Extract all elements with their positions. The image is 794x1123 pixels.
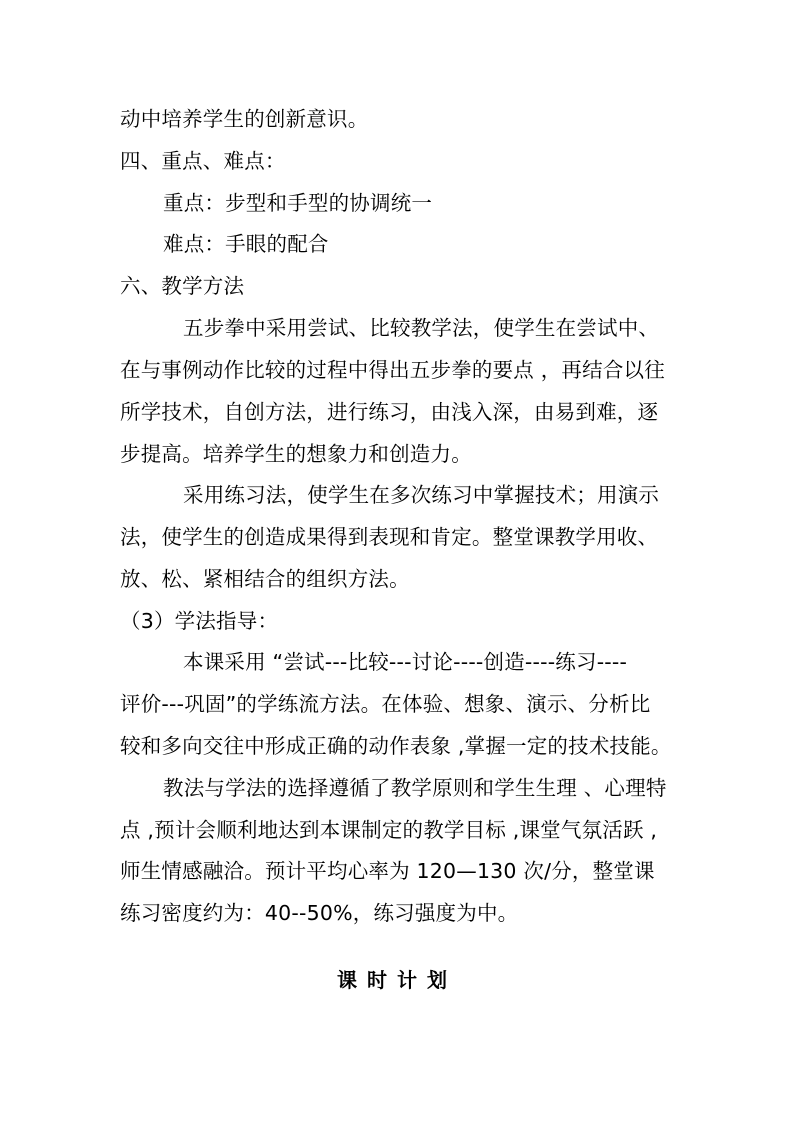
paragraph-line: 五步拳中采用尝试、比较教学法，使学生在尝试中、 <box>183 316 660 340</box>
paragraph-line: 教法与学法的选择遵循了教学原则和学生生理 、心理特 <box>163 776 667 800</box>
paragraph-line: 师生情感融洽。预计平均心率为 120—130 次/分，整堂课 <box>120 859 655 883</box>
text-line: 动中培养学生的创新意识。 <box>120 107 369 131</box>
paragraph-line: 法，使学生的创造成果得到表现和肯定。整堂课教学用收、 <box>120 525 659 549</box>
section-heading-teaching-methods: 六、教学方法 <box>120 274 245 298</box>
paragraph-line: 放、松、紧相结合的组织方法。 <box>120 567 410 591</box>
text-line: 重点：步型和手型的协调统一 <box>163 191 433 215</box>
paragraph-line: 练习密度约为：40--50%，练习强度为中。 <box>120 901 519 925</box>
section-heading-learning-guidance: （3）学法指导： <box>120 609 279 633</box>
paragraph-line: 较和多向交往中形成正确的动作表象 ,掌握一定的技术技能。 <box>120 734 672 758</box>
paragraph-line: 采用练习法，使学生在多次练习中掌握技术；用演示 <box>183 483 660 507</box>
paragraph-line: 在与事例动作比较的过程中得出五步拳的要点 ，再结合以往 <box>120 358 665 382</box>
text-line: 难点：手眼的配合 <box>163 232 329 256</box>
section-heading-key-points: 四、重点、难点： <box>120 149 286 173</box>
paragraph-line: 本课采用 “尝试---比较---讨论----创造----练习---- <box>183 650 628 674</box>
paragraph-line: 评价---巩固”的学练流方法。在体验、想象、演示、分析比 <box>120 692 651 716</box>
section-title-lesson-plan: 课时计划 <box>337 968 457 992</box>
paragraph-line: 所学技术，自创方法，进行练习，由浅入深，由易到难，逐 <box>120 400 659 424</box>
paragraph-line: 步提高。培养学生的想象力和创造力。 <box>120 442 472 466</box>
paragraph-line: 点 ,预计会顺利地达到本课制定的教学目标 ,课堂气氛活跃 , <box>120 818 658 842</box>
